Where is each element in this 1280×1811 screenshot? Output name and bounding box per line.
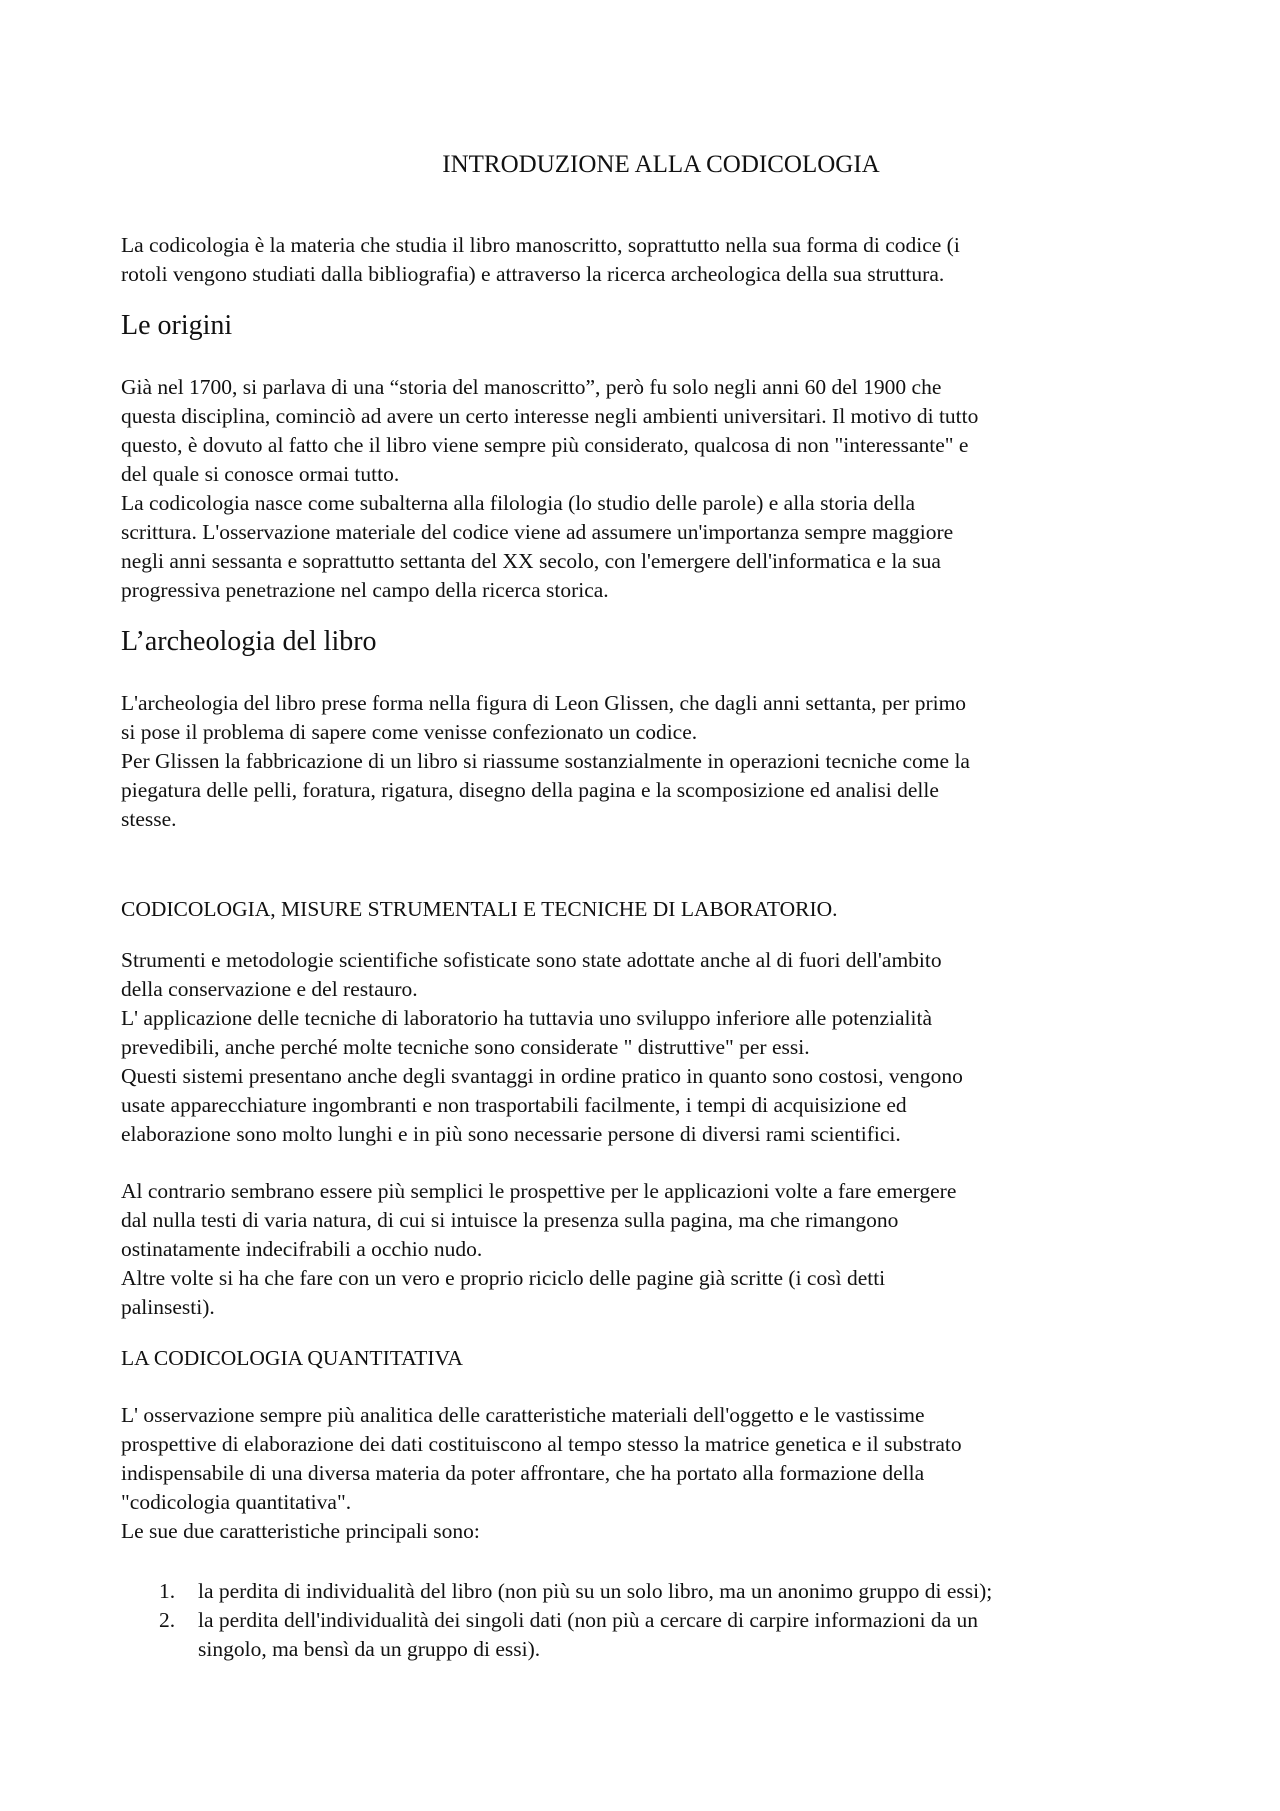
- list-item-text: la perdita dell'individualità dei singoli dati (non più a cercare di carpire informazioni da un singolo, ma bensì da un gruppo di essi).: [198, 1608, 978, 1661]
- quantitative-paragraph-1: L' osservazione sempre più analitica delle caratteristiche materiali dell'oggetto e le vastissime prospettive di elaborazione dei dati costituiscono al tempo stesso la matrice genetica e il substrato indispensabile di una diversa materia da poter affrontare, che ha portato alla formazione della "codicologia quantitativa".: [121, 1403, 962, 1514]
- section-heading-laboratory: CODICOLOGIA, MISURE STRUMENTALI E TECNICHE DI LABORATORIO.: [121, 897, 838, 921]
- origins-paragraph-2: La codicologia nasce come subalterna alla filologia (lo studio delle parole) e alla storia della scrittura. L'osservazione materiale del codice viene ad assumere un'importanza sempre maggiore negli anni sessanta e soprattutto settanta del XX secolo, con l'emergere dell'informatica e la sua progressiva penetrazione nel campo della ricerca storica.: [121, 491, 954, 602]
- intro-paragraph: La codicologia è la materia che studia il libro manoscritto, soprattutto nella sua forma di codice (i rotoli vengono studiati dalla bibliografia) e attraverso la ricerca archeologica della sua struttura.: [121, 233, 960, 286]
- characteristics-list: [121, 1577, 1171, 1664]
- list-item-text: la perdita di individualità del libro (non più su un solo libro, ma un anonimo gruppo di essi);: [198, 1579, 993, 1603]
- laboratory-paragraph-1: Strumenti e metodologie scientifiche sofisticate sono state adottate anche al di fuori dell'ambito della conservazione e del restauro.: [121, 948, 942, 1001]
- section-heading-archaeology: L’archeologia del libro: [121, 626, 377, 657]
- laboratory-paragraph-4: Al contrario sembrano essere più semplici le prospettive per le applicazioni volte a fare emergere dal nulla testi di varia natura, di cui si intuisce la presenza sulla pagina, ma che rimangono ostinatamente indecifrabili a occhio nudo.: [121, 1179, 957, 1261]
- laboratory-paragraph-2: L' applicazione delle tecniche di laboratorio ha tuttavia uno sviluppo inferiore alle potenzialità prevedibili, anche perché molte tecniche sono considerate " distruttive" per essi.: [121, 1006, 933, 1059]
- laboratory-paragraph-3: Questi sistemi presentano anche degli svantaggi in ordine pratico in quanto sono costosi, vengono usate apparecchiature ingombranti e non trasportabili facilmente, i tempi di acquisizione ed elaborazione sono molto lunghi e in più sono necessarie persone di diversi rami scientifici.: [121, 1064, 963, 1146]
- section-heading-origins: Le origini: [121, 310, 233, 341]
- document-title: INTRODUZIONE ALLA CODICOLOGIA: [442, 151, 880, 178]
- origins-paragraph-1: Già nel 1700, si parlava di una “storia del manoscritto”, però fu solo negli anni 60 del 1900 che questa disciplina, cominciò ad avere un certo interesse negli ambienti universitari. Il motivo di tutto questo, è dovuto al fatto che il libro viene sempre più considerato, qualcosa di non "interessante" e del quale si conosce ormai tutto.: [121, 375, 979, 486]
- list-item: [121, 1606, 1171, 1664]
- list-item-number: 2.: [159, 1608, 176, 1632]
- list-item-number: 1.: [159, 1579, 176, 1603]
- list-item: [121, 1577, 1171, 1606]
- page-content: [121, 150, 1171, 1664]
- laboratory-paragraph-5: Altre volte si ha che fare con un vero e proprio riciclo delle pagine già scritte (i così detti palinsesti).: [121, 1266, 886, 1319]
- quantitative-paragraph-2: Le sue due caratteristiche principali sono:: [121, 1519, 480, 1543]
- archaeology-paragraph-2: Per Glissen la fabbricazione di un libro si riassume sostanzialmente in operazioni tecniche come la piegatura delle pelli, foratura, rigatura, disegno della pagina e la scomposizione ed analisi delle stesse.: [121, 749, 970, 831]
- archaeology-paragraph-1: L'archeologia del libro prese forma nella figura di Leon Glissen, che dagli anni settanta, per primo si pose il problema di sapere come venisse confezionato un codice.: [121, 691, 967, 744]
- section-heading-quantitative: LA CODICOLOGIA QUANTITATIVA: [121, 1346, 463, 1370]
